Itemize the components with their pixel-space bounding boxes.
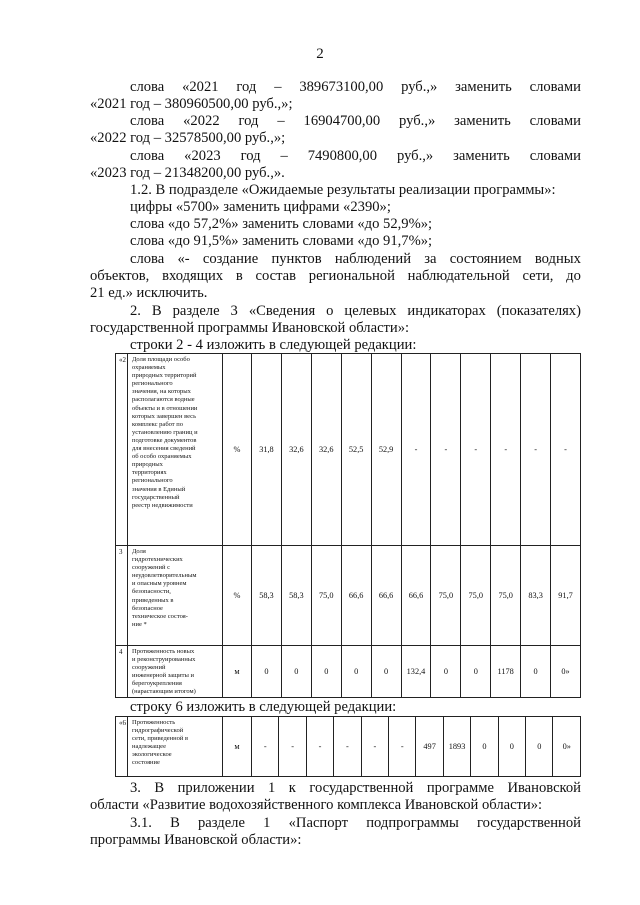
indicator-name-line: природных <box>132 461 163 469</box>
indicators-table <box>115 353 581 698</box>
value-cell: - <box>361 717 388 777</box>
word: 1 <box>263 815 271 831</box>
word: год <box>240 148 261 164</box>
value-cell: - <box>401 354 431 546</box>
value-cell: - <box>431 354 461 546</box>
indicator-row-6-table <box>115 716 581 777</box>
word: руб.,» <box>399 113 436 129</box>
word: целевых <box>344 303 397 319</box>
indicator-name-line: гидрографической <box>132 727 184 735</box>
value-cell: 0 <box>371 646 401 698</box>
value-cell: - <box>521 354 551 546</box>
value-cell: 132,4 <box>401 646 431 698</box>
word: руб.,» <box>401 79 438 95</box>
value-cell: 0» <box>551 646 581 698</box>
value-cell: 75,0 <box>491 546 521 646</box>
text-line: 21 ед.» исключить. <box>90 285 208 301</box>
value-cell: 0» <box>553 717 581 777</box>
text-line: области «Развитие водохозяйственного комплекса Ивановской области»: <box>90 797 543 813</box>
row-number-cell: 4 <box>116 646 128 698</box>
word: слова <box>130 79 165 95</box>
word: 3 <box>230 303 238 319</box>
word: руб.,» <box>396 148 434 164</box>
word: – <box>280 148 288 164</box>
word: пунктов <box>271 251 322 267</box>
value-cell: 0 <box>252 646 282 698</box>
value-cell: 32,6 <box>281 354 311 546</box>
text-line: строку 6 изложить в следующей редакции: <box>130 699 397 715</box>
word: год <box>238 113 259 129</box>
value-cell: 0 <box>311 646 341 698</box>
text-line: слова «до 91,5%» заменить словами «до 91,7%»; <box>130 233 433 249</box>
word: В <box>154 780 165 796</box>
indicator-name-line: экологическое <box>132 751 172 759</box>
text-line: слова «до 57,2%» заменить словами «до 52,9%»; <box>130 216 433 232</box>
word: «Сведения <box>248 303 316 319</box>
page-number: 2 <box>316 46 324 62</box>
indicator-name-line: комплекс работ по <box>132 420 183 428</box>
value-cell: 0 <box>461 646 491 698</box>
text-line: 1.2. В подразделе «Ожидаемые результаты реализации программы»: <box>130 182 556 198</box>
indicator-name-line: приведенных в <box>132 596 174 604</box>
value-cell: 0 <box>521 646 551 698</box>
unit-cell: м <box>223 717 252 777</box>
word: до <box>566 268 581 284</box>
row-number-cell: «6 <box>116 717 128 777</box>
text-line <box>130 780 581 797</box>
indicator-name-line: которых завершен весь <box>132 412 197 420</box>
word: словами <box>529 148 581 164</box>
value-cell: - <box>551 354 581 546</box>
value-cell: 66,6 <box>371 546 401 646</box>
word: заменить <box>453 148 510 164</box>
value-cell: - <box>306 717 333 777</box>
value-cell: 32,6 <box>311 354 341 546</box>
value-cell: - <box>491 354 521 546</box>
word: В <box>170 815 180 831</box>
indicator-name-line: и реконструированных <box>132 656 196 664</box>
word: приложении <box>177 780 255 796</box>
indicator-name-line: состояние <box>132 759 160 767</box>
word: «2023 <box>184 148 221 164</box>
row-number-cell: 3 <box>116 546 128 646</box>
word: (показателях) <box>496 303 581 319</box>
indicator-name-line: сооружений <box>132 664 166 672</box>
table-row <box>116 354 581 546</box>
word: «2021 <box>182 79 219 95</box>
value-cell: 52,5 <box>341 354 371 546</box>
text-line <box>130 79 581 96</box>
word: наблюдательной <box>407 268 510 284</box>
word: слова <box>130 251 165 267</box>
indicator-name-line: безопасности, <box>132 588 171 596</box>
value-cell: 0 <box>431 646 461 698</box>
word: государственной <box>476 815 581 831</box>
text-line <box>130 251 581 268</box>
text-line <box>130 113 581 130</box>
word: региональной <box>308 268 395 284</box>
value-cell: 58,3 <box>252 546 282 646</box>
value-cell: 52,9 <box>371 354 401 546</box>
word: В <box>151 303 162 319</box>
indicator-name-line: охраняемых <box>132 364 166 372</box>
text-line: «2022 год – 32578500,00 руб.,»; <box>90 130 286 146</box>
unit-cell: м <box>223 646 252 698</box>
text-line <box>130 148 581 165</box>
word: разделе <box>172 303 220 319</box>
word: индикаторах <box>407 303 486 319</box>
indicator-name-line: безопасное <box>132 604 163 612</box>
word: слова <box>130 113 165 129</box>
value-cell: - <box>334 717 361 777</box>
word: 16904700,00 <box>303 113 381 129</box>
value-cell: 0 <box>471 717 498 777</box>
indicator-name-cell <box>128 546 223 646</box>
indicator-name-line: надлежащее <box>132 743 166 751</box>
value-cell: 66,6 <box>341 546 371 646</box>
text-line: «2021 год – 380960500,00 руб.,»; <box>90 96 293 112</box>
row-number-cell: «2 <box>116 354 128 546</box>
word: за <box>424 251 437 267</box>
indicator-name-line: сети, приведенной в <box>132 735 189 743</box>
word: наблюдений <box>334 251 412 267</box>
word: «Паспорт <box>288 815 349 831</box>
word: водных <box>534 251 581 267</box>
value-cell: 0 <box>341 646 371 698</box>
indicator-name-line: инженерной защиты и <box>132 672 194 680</box>
indicator-name-line: для внесения сведений <box>132 445 196 453</box>
word: в <box>235 268 243 284</box>
indicator-name-line: территориях <box>132 469 167 477</box>
word: заменить <box>455 79 512 95</box>
value-cell: 75,0 <box>461 546 491 646</box>
value-cell: 75,0 <box>311 546 341 646</box>
indicator-name-line: Доля площади особо <box>132 356 190 363</box>
unit-cell: % <box>223 354 252 546</box>
value-cell: 1178 <box>491 646 521 698</box>
indicator-name-line: подготовке документов <box>132 436 197 444</box>
unit-cell: % <box>223 546 252 646</box>
text-line <box>130 303 581 320</box>
indicator-name-line: располагаются водные <box>132 396 195 404</box>
indicator-name-line: об особо охраняемых <box>132 453 192 461</box>
word: создание <box>202 251 259 267</box>
word: словами <box>529 113 581 129</box>
word: – <box>277 113 285 129</box>
word: Ивановской <box>507 780 581 796</box>
text-line: программы Ивановской области»: <box>90 832 302 848</box>
word: 3.1. <box>130 815 152 831</box>
indicator-name-line: регионального <box>132 380 173 388</box>
word: год <box>236 79 257 95</box>
word: программе <box>426 780 494 796</box>
word: 3. <box>130 780 141 796</box>
value-cell: - <box>252 717 279 777</box>
indicator-name-cell <box>128 646 223 698</box>
indicator-name-line: значения в Единый <box>132 485 186 493</box>
word: к <box>288 780 296 796</box>
indicator-name-cell <box>128 717 223 777</box>
indicator-name-line: Протяженность новых <box>132 648 195 655</box>
word: сети, <box>522 268 554 284</box>
word: 1 <box>268 780 276 796</box>
indicator-name-line: неудовлетворительным <box>132 572 197 580</box>
word: 2. <box>130 303 141 319</box>
indicator-name-line: реестр недвижимости <box>132 501 193 509</box>
text-line: государственной программы Ивановской области»: <box>90 320 410 336</box>
word: о <box>326 303 334 319</box>
indicator-name-cell <box>128 354 223 546</box>
indicator-name-line: техническое состоя- <box>132 612 188 620</box>
value-cell: - <box>389 717 416 777</box>
text-line <box>90 268 581 285</box>
text-line: «2023 год – 21348200,00 руб.,». <box>90 165 285 181</box>
word: подпрограммы <box>366 815 459 831</box>
word: словами <box>529 79 581 95</box>
value-cell: 0 <box>498 717 525 777</box>
value-cell: 0 <box>281 646 311 698</box>
value-cell: 83,3 <box>521 546 551 646</box>
text-line <box>130 815 581 832</box>
indicator-name-line: установлению границ и <box>132 428 198 436</box>
word: 389673100,00 <box>299 79 384 95</box>
value-cell: 75,0 <box>431 546 461 646</box>
value-cell: 66,6 <box>401 546 431 646</box>
value-cell: - <box>279 717 306 777</box>
indicator-name-line: ние * <box>132 620 147 628</box>
value-cell: 1893 <box>443 717 470 777</box>
indicator-name-line: значения, на которых <box>132 388 191 396</box>
word: «- <box>177 251 190 267</box>
table-row <box>116 546 581 646</box>
value-cell: 0 <box>526 717 553 777</box>
word: объектов, <box>90 268 150 284</box>
indicator-name-line: природных территорий <box>132 372 197 380</box>
indicator-name-line: объекты и в отношении <box>132 404 198 412</box>
word: «2022 <box>183 113 220 129</box>
text-line: цифры «5700» заменить цифрами «2390»; <box>130 199 391 215</box>
indicator-name-line: гидротехнических <box>132 556 183 564</box>
word: государственной <box>309 780 414 796</box>
word: состоянием <box>449 251 522 267</box>
table-row <box>116 646 581 698</box>
word: разделе <box>198 815 245 831</box>
table-row <box>116 717 581 777</box>
indicator-name-line: государственный <box>132 493 180 501</box>
value-cell: 91,7 <box>551 546 581 646</box>
indicator-name-line: сооружений с <box>132 564 170 572</box>
value-cell: 497 <box>416 717 443 777</box>
word: заменить <box>454 113 511 129</box>
word: входящих <box>162 268 224 284</box>
word: слова <box>130 148 165 164</box>
value-cell: - <box>461 354 491 546</box>
value-cell: 58,3 <box>281 546 311 646</box>
word: состав <box>255 268 297 284</box>
value-cell: 31,8 <box>252 354 282 546</box>
indicator-name-line: Протяженность <box>132 719 176 726</box>
word: – <box>274 79 282 95</box>
indicator-name-line: и опасным уровнем <box>132 580 187 588</box>
indicator-name-line: (нарастающим итогом) <box>132 688 196 696</box>
indicator-name-line: регионального <box>132 477 173 485</box>
indicator-name-line: Доля <box>132 548 146 555</box>
text-line: строки 2 - 4 изложить в следующей редакции: <box>130 337 417 353</box>
word: 7490800,00 <box>307 148 378 164</box>
indicator-name-line: берегоукрепления <box>132 680 182 688</box>
